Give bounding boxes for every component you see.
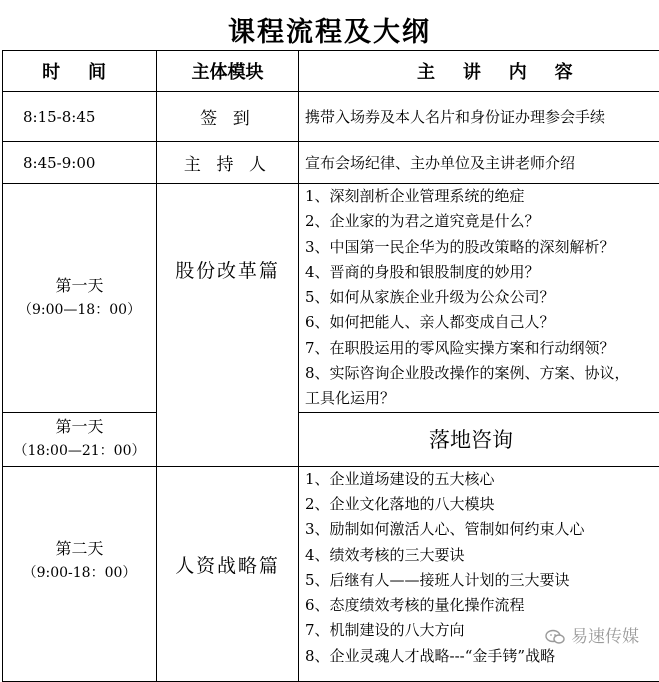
row-content: 宣布会场纪律、主办单位及主讲老师介绍	[299, 142, 659, 184]
list-item: 6、态度绩效考核的量化操作流程	[305, 593, 659, 618]
list-item: 2、企业家的为君之道究竟是什么？	[305, 209, 659, 234]
table-row-day2	[3, 466, 659, 681]
list-item: 4、绩效考核的三大要诀	[305, 543, 659, 568]
schedule-table	[2, 50, 659, 682]
list-item: 5、后继有人——接班人计划的三大要诀	[305, 568, 659, 593]
list-item: 7、机制建设的八大方向	[305, 618, 659, 643]
list-item: 8、企业灵魂人才战略---“金手铐”战略	[305, 644, 659, 669]
row-module: 签 到	[157, 92, 299, 142]
list-item: 工具化运用？	[305, 386, 659, 411]
day2-time-cell	[3, 466, 157, 681]
day1-time: （9:00—18：00）	[3, 298, 156, 322]
day1-evening-label: 第一天	[3, 415, 156, 439]
list-item: 6、如何把能人、亲人都变成自己人？	[305, 310, 659, 335]
day1-module: 股份改革篇	[157, 184, 299, 467]
day2-label: 第二天	[3, 537, 156, 561]
header-content: 主 讲 内 容	[299, 51, 659, 92]
list-item: 3、励制如何激活人心、管制如何约束人心	[305, 517, 659, 542]
header-module: 主体模块	[157, 51, 299, 92]
row-module: 主 持 人	[157, 142, 299, 184]
page-title: 课程流程及大纲	[0, 10, 659, 49]
header-time: 时 间	[3, 51, 157, 92]
list-item: 5、如何从家族企业升级为公众公司？	[305, 285, 659, 310]
table-row	[3, 142, 659, 184]
day1-time-cell	[3, 184, 157, 413]
table-header-row	[3, 51, 659, 92]
row-content: 携带入场券及本人名片和身份证办理参会手续	[299, 92, 659, 142]
day1-label: 第一天	[3, 274, 156, 298]
list-item: 1、企业道场建设的五大核心	[305, 467, 659, 492]
day2-time: （9:00-18：00）	[3, 561, 156, 585]
list-item: 3、中国第一民企华为的股改策略的深刻解析？	[305, 235, 659, 260]
table-row-day1-evening	[3, 412, 659, 466]
day1-evening-time-cell	[3, 412, 157, 466]
list-item: 8、实际咨询企业股改操作的案例、方案、协议，	[305, 361, 659, 386]
row-time: 8:45-9:00	[3, 142, 157, 184]
day1-evening-content: 落地咨询	[299, 412, 659, 466]
list-item: 7、在职股运用的零风险实操方案和行动纲领？	[305, 336, 659, 361]
list-item: 4、晋商的身股和银股制度的妙用？	[305, 260, 659, 285]
watermark-text: 易速传媒	[571, 627, 639, 647]
watermark	[545, 622, 639, 647]
day2-module: 人资战略篇	[157, 466, 299, 681]
row-time: 8:15-8:45	[3, 92, 157, 142]
table-row	[3, 92, 659, 142]
day2-content	[299, 466, 659, 681]
day1-evening-time: （18:00—21：00）	[3, 439, 156, 463]
chat-bubble-icon	[545, 629, 565, 645]
table-row-day1	[3, 184, 659, 413]
day1-content	[299, 184, 659, 413]
list-item: 2、企业文化落地的八大模块	[305, 492, 659, 517]
list-item: 1、深刻剖析企业管理系统的绝症	[305, 184, 659, 209]
